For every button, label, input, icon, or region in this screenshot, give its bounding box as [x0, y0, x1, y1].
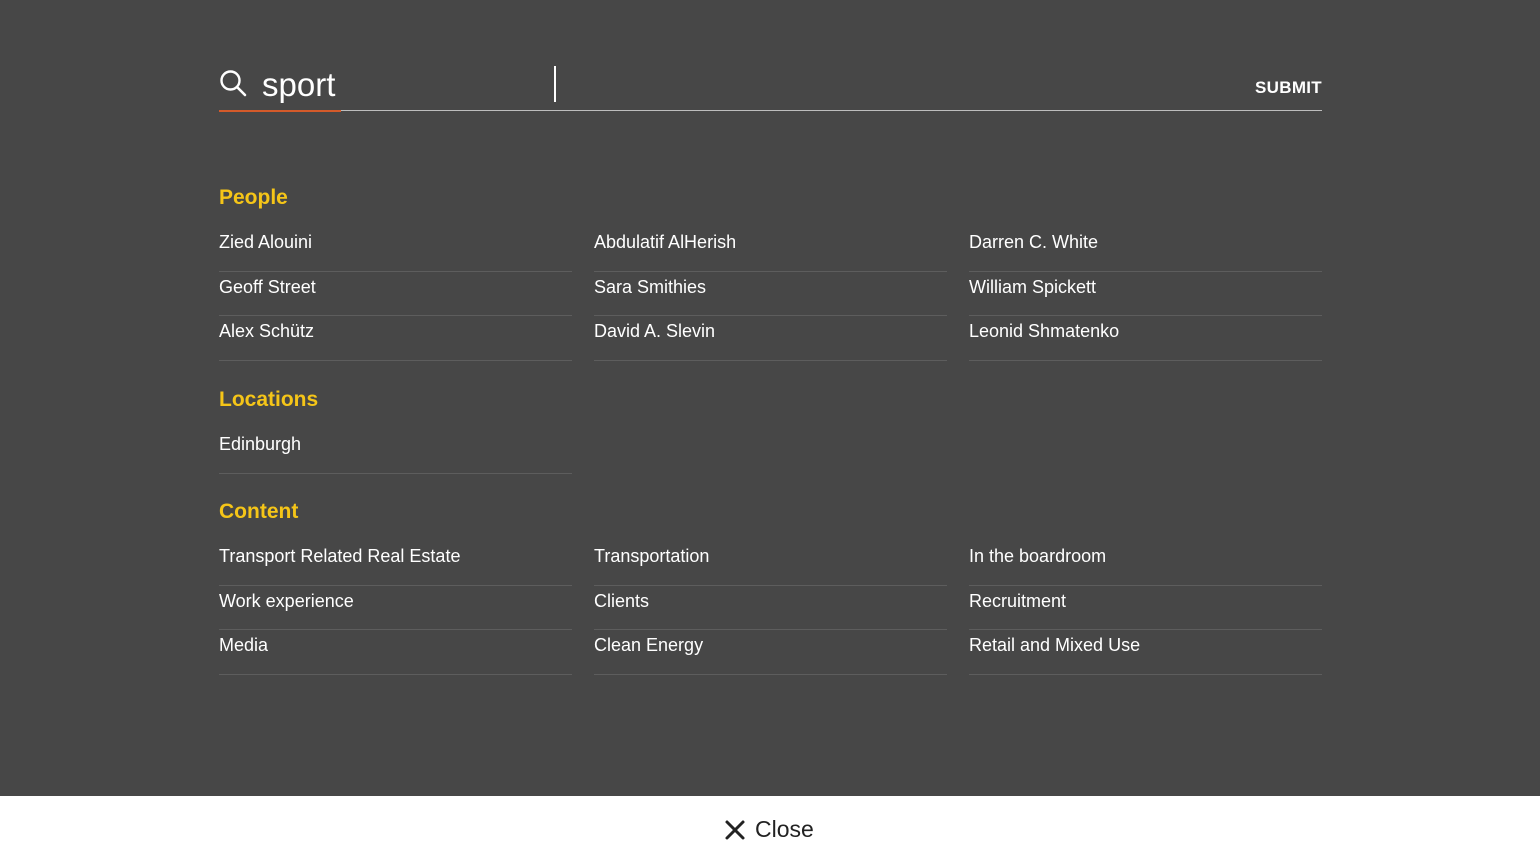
- result-link-person[interactable]: Abdulatif AlHerish: [594, 227, 947, 272]
- result-link-person[interactable]: David A. Slevin: [594, 316, 947, 361]
- result-link-content[interactable]: In the boardroom: [969, 541, 1322, 586]
- people-section: [219, 184, 1322, 361]
- content-grid: [219, 541, 1322, 675]
- text-caret: [554, 66, 556, 102]
- content-section: [219, 498, 1322, 675]
- result-link-content[interactable]: Media: [219, 630, 572, 675]
- close-icon: [724, 819, 746, 841]
- result-link-content[interactable]: Transportation: [594, 541, 947, 586]
- section-title-content: Content: [219, 500, 299, 523]
- result-link-person[interactable]: Leonid Shmatenko: [969, 316, 1322, 361]
- result-link-person[interactable]: Geoff Street: [219, 272, 572, 317]
- section-title-locations: Locations: [219, 388, 319, 411]
- search-underline: [219, 110, 1322, 111]
- search-icon: [219, 69, 247, 97]
- section-title-people: People: [219, 186, 288, 209]
- people-grid: [219, 227, 1322, 361]
- close-button[interactable]: [724, 816, 814, 843]
- result-link-content[interactable]: Clients: [594, 586, 947, 631]
- locations-grid: [219, 429, 1322, 474]
- result-link-location[interactable]: Edinburgh: [219, 429, 572, 474]
- result-link-content[interactable]: Transport Related Real Estate: [219, 541, 572, 586]
- submit-button[interactable]: SUBMIT: [1255, 78, 1322, 97]
- result-link-person[interactable]: Alex Schütz: [219, 316, 572, 361]
- close-label: Close: [755, 816, 814, 842]
- result-link-content[interactable]: Retail and Mixed Use: [969, 630, 1322, 675]
- search-bar: [219, 60, 1322, 112]
- result-link-person[interactable]: Darren C. White: [969, 227, 1322, 272]
- close-bar: [0, 796, 1540, 866]
- result-link-person[interactable]: Sara Smithies: [594, 272, 947, 317]
- locations-section: [219, 386, 1322, 474]
- result-link-content[interactable]: Recruitment: [969, 586, 1322, 631]
- result-link-content[interactable]: Work experience: [219, 586, 572, 631]
- result-link-person[interactable]: William Spickett: [969, 272, 1322, 317]
- search-underline-accent: [219, 110, 341, 112]
- result-link-content[interactable]: Clean Energy: [594, 630, 947, 675]
- result-link-person[interactable]: Zied Alouini: [219, 227, 572, 272]
- search-input[interactable]: [262, 62, 1162, 108]
